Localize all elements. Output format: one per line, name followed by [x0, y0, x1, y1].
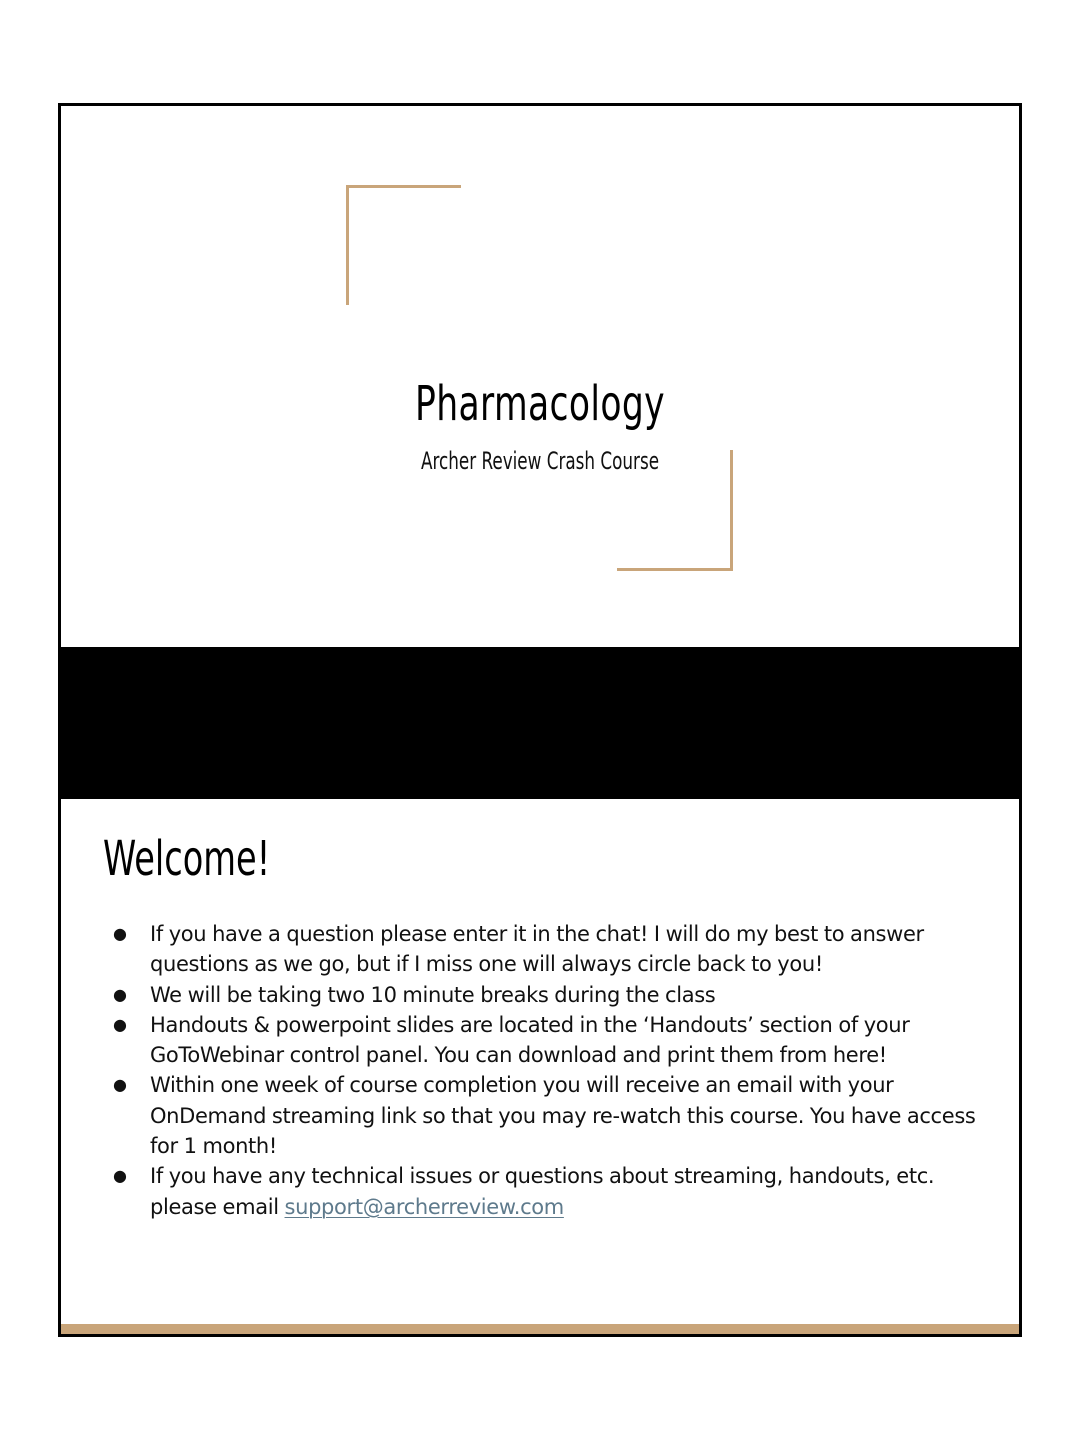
slide-divider-band [61, 647, 1019, 799]
accent-bottom-bar [61, 1324, 1019, 1334]
bullet-icon: ● [113, 924, 127, 943]
list-item [101, 1161, 1001, 1222]
bullet-icon: ● [113, 1075, 127, 1095]
bullet-icon: ● [113, 1014, 127, 1034]
bullet-text: Within one week of course completion you will receive an email with your OnDemand streaming link so that you may re-watch this course. You have access for 1 month! [150, 1073, 976, 1159]
document-page [58, 103, 1022, 1337]
bullet-text: We will be taking two 10 minute breaks during the class [150, 982, 716, 1007]
bullet-icon: ● [113, 984, 127, 1004]
bullet-icon: ● [113, 1166, 127, 1186]
welcome-heading: Welcome! [103, 831, 271, 887]
info-bullet-list [101, 919, 1001, 1222]
support-email-link[interactable]: support@archerreview.com [284, 1194, 564, 1219]
bullet-text: If you have any technical issues or questions about streaming, handouts, etc. please email [150, 1164, 935, 1219]
slide-title: Pharmacology [415, 376, 665, 433]
title-slide [61, 106, 1019, 647]
corner-bracket-bottom-right-horizontal [617, 568, 733, 571]
list-item [101, 980, 1001, 1010]
corner-bracket-bottom-right-vertical [730, 450, 733, 571]
corner-bracket-top-left-horizontal [346, 185, 461, 188]
slide-subtitle: Archer Review Crash Course [420, 447, 660, 475]
list-item [101, 919, 1001, 980]
list-item [101, 1010, 1001, 1071]
corner-bracket-top-left-vertical [346, 185, 349, 305]
bullet-text: Handouts & powerpoint slides are located in the ‘Handouts’ section of your GoToWebinar control panel. You can download and print them from here! [150, 1012, 910, 1068]
bullet-text: If you have a question please enter it in the chat! I will do my best to answer questions as we go, but if I miss one will always circle back to you! [150, 922, 924, 977]
welcome-slide [61, 799, 1019, 1334]
list-item [101, 1070, 1001, 1161]
